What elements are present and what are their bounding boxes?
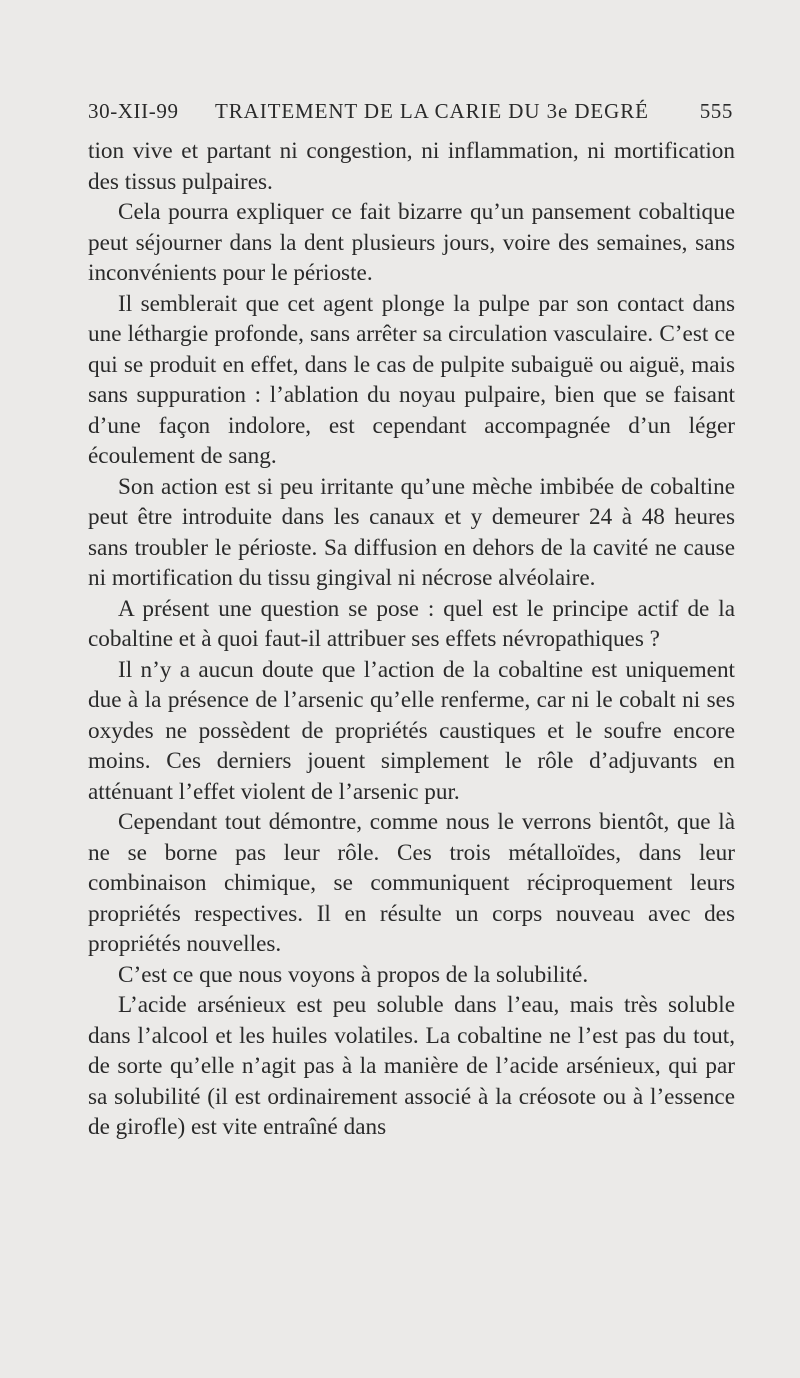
page-number: 555	[699, 99, 733, 123]
header-date: 30-XII-99	[88, 99, 179, 123]
paragraph-1: tion vive et partant ni congestion, ni inflammation, ni mortification des tissus pulpaires.	[88, 138, 735, 195]
paragraph-5: A présent une question se pose : quel est le principe actif de la cobaltine et à quoi faut-il attribuer ses effets névropathiques ?	[88, 595, 735, 652]
body-text	[88, 136, 735, 1143]
paragraph-4: Son action est si peu irritante qu’une mèche imbibée de cobaltine peut être introduite dans les canaux et y demeurer 24 à 48 heures sans troubler le périoste. Sa diffusion en dehors de la cavité ne cause ni mortification du tissu gingival ni nécrose alvéolaire.	[88, 473, 735, 591]
paragraph-3: Il semblerait que cet agent plonge la pulpe par son contact dans une léthargie profonde, sans arrêter sa circulation vasculaire. C’est ce qui se produit en effet, dans le cas de pulpite subaiguë ou aiguë, mais sans suppuration : l’ablation du noyau pulpaire, bien que se faisant d’une façon indolore, est cependant accompagnée d’un léger écoulement de sang.	[88, 290, 735, 469]
paragraph-2: Cela pourra expliquer ce fait bizarre qu’un pansement cobaltique peut séjourner dans la dent plusieurs jours, voire des semaines, sans inconvénients pour le périoste.	[88, 199, 735, 286]
paragraph-9: L’acide arsénieux est peu soluble dans l’eau, mais très soluble dans l’alcool et les huiles volatiles. La cobaltine ne l’est pas du tout, de sorte qu’elle n’agit pas à la manière de l’acide arsénieux, qui par sa solubilité (il est ordinairement associé à la créosote ou à l’essence de girofle) est vite entraîné dans	[88, 992, 735, 1140]
paragraph-8: C’est ce que nous voyons à propos de la solubilité.	[118, 961, 589, 988]
paragraph-6: Il n’y a aucun doute que l’action de la cobaltine est uniquement due à la présence de l’arsenic qu’elle renferme, car ni le cobalt ni ses oxydes ne possèdent de propriétés caustiques et le soufre encore moins. Ces derniers jouent simplement le rôle d’adjuvants en atténuant l’effet violent de l’arsenic pur.	[88, 656, 735, 805]
header-title: TRAITEMENT DE LA CARIE DU 3e DEGRÉ	[215, 99, 649, 123]
running-head	[88, 96, 733, 126]
paragraph-7: Cependant tout démontre, comme nous le verrons bientôt, que là ne se borne pas leur rôle. Ces trois métalloïdes, dans leur combinaison chimique, se communiquent réciproquement leurs propriétés respectives. Il en résulte un corps nouveau avec des propriétés nouvelles.	[88, 809, 735, 957]
